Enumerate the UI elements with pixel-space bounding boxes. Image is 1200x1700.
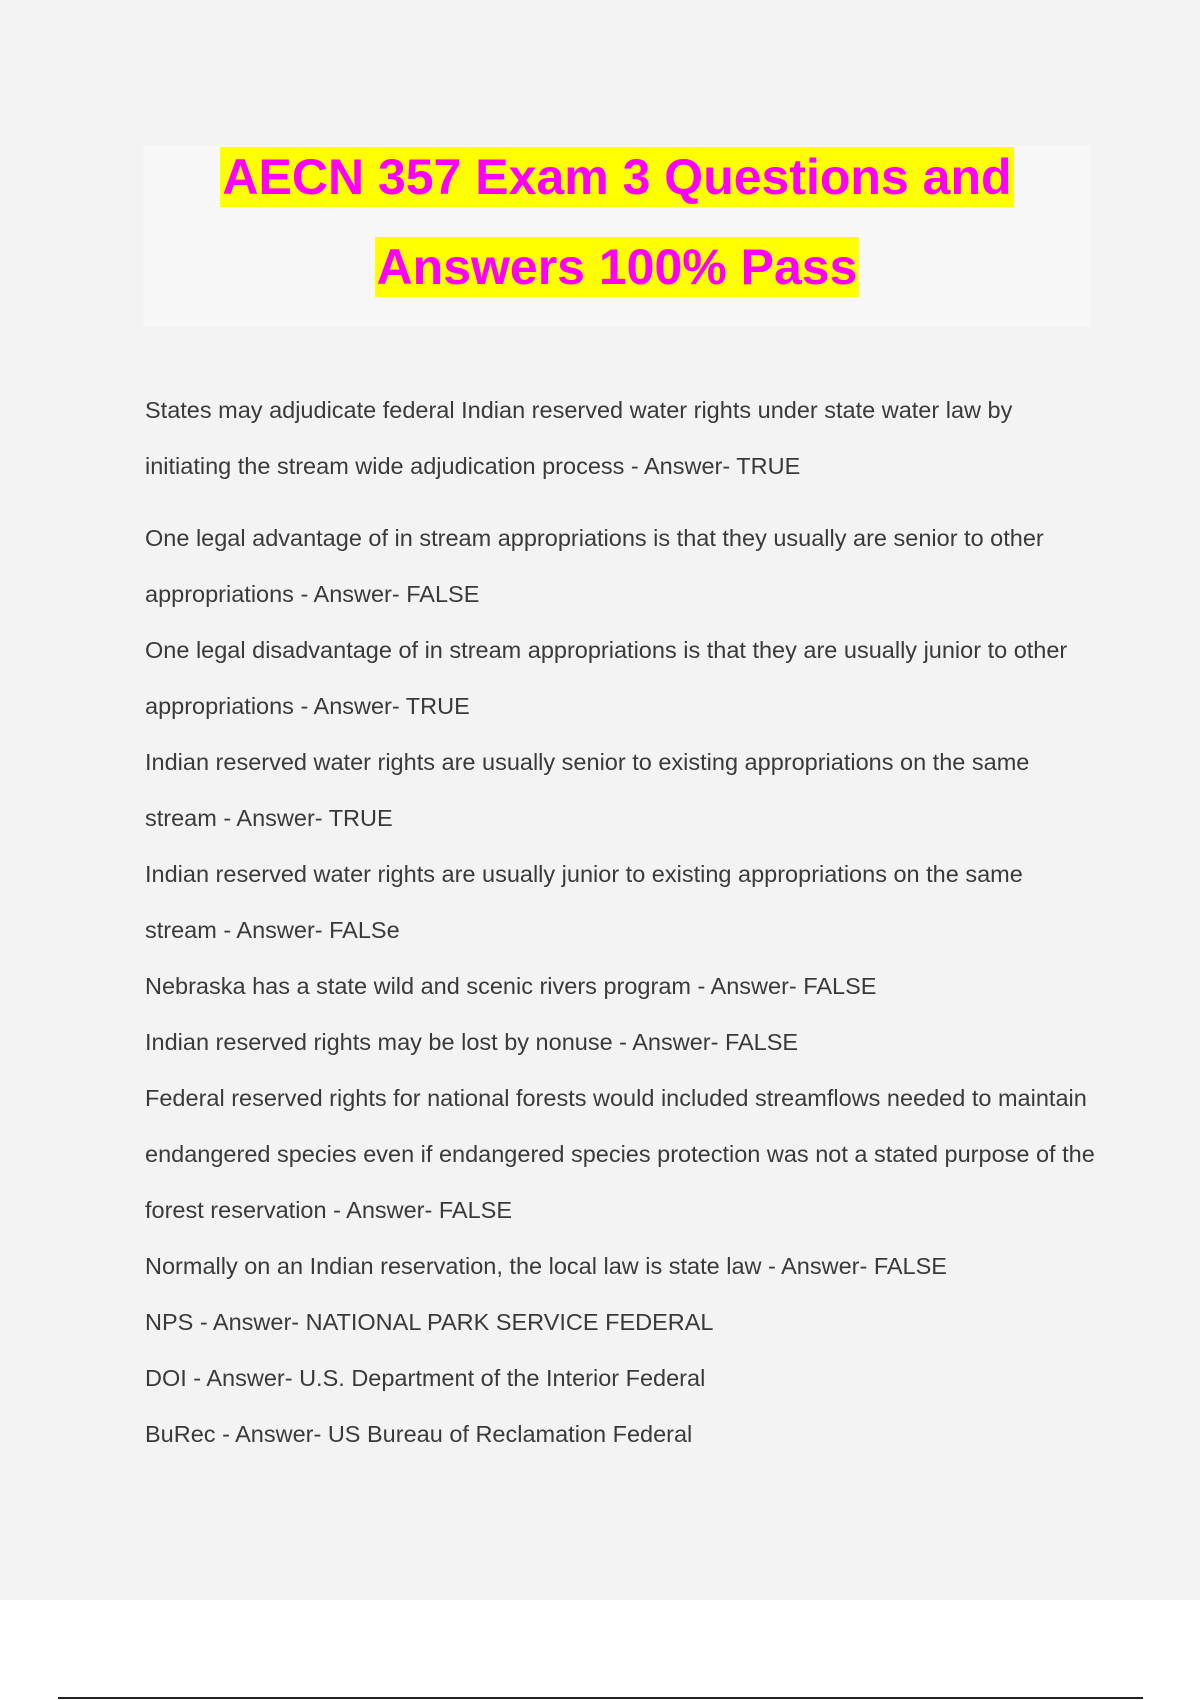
document-title-line-1: AECN 357 Exam 3 Questions and	[222, 149, 1012, 205]
title-block	[143, 145, 1091, 327]
qa-item: Nebraska has a state wild and scenic rivers program - Answer- FALSE	[145, 973, 877, 999]
qa-item: NPS - Answer- NATIONAL PARK SERVICE FEDERAL	[145, 1309, 714, 1335]
qa-item: One legal advantage of in stream appropriations is that they usually are senior to other appropriations - Answer- FALSE	[145, 525, 1044, 607]
qa-item: Federal reserved rights for national forests would included streamflows needed to maintain endangered species even if endangered species protection was not a stated purpose of the forest reservation - Answer- FALSE	[145, 1085, 1095, 1223]
qa-item: Normally on an Indian reservation, the local law is state law - Answer- FALSE	[145, 1253, 947, 1279]
qa-item: Indian reserved rights may be lost by nonuse - Answer- FALSE	[145, 1029, 799, 1055]
qa-item: One legal disadvantage of in stream appropriations is that they are usually junior to other appropriations - Answer- TRUE	[145, 637, 1068, 719]
qa-item: BuRec - Answer- US Bureau of Reclamation Federal	[145, 1421, 693, 1447]
qa-item: Indian reserved water rights are usually junior to existing appropriations on the same stream - Answer- FALSe	[145, 861, 1023, 943]
qa-list	[145, 382, 1095, 1462]
qa-item: DOI - Answer- U.S. Department of the Interior Federal	[145, 1365, 706, 1391]
document-title-line-2: Answers 100% Pass	[376, 239, 858, 295]
footer-rule	[58, 1697, 1143, 1699]
qa-item: Indian reserved water rights are usually senior to existing appropriations on the same stream - Answer- TRUE	[145, 749, 1030, 831]
qa-item: States may adjudicate federal Indian reserved water rights under state water law by initiating the stream wide adjudication process - Answer- TRUE	[145, 397, 1013, 479]
